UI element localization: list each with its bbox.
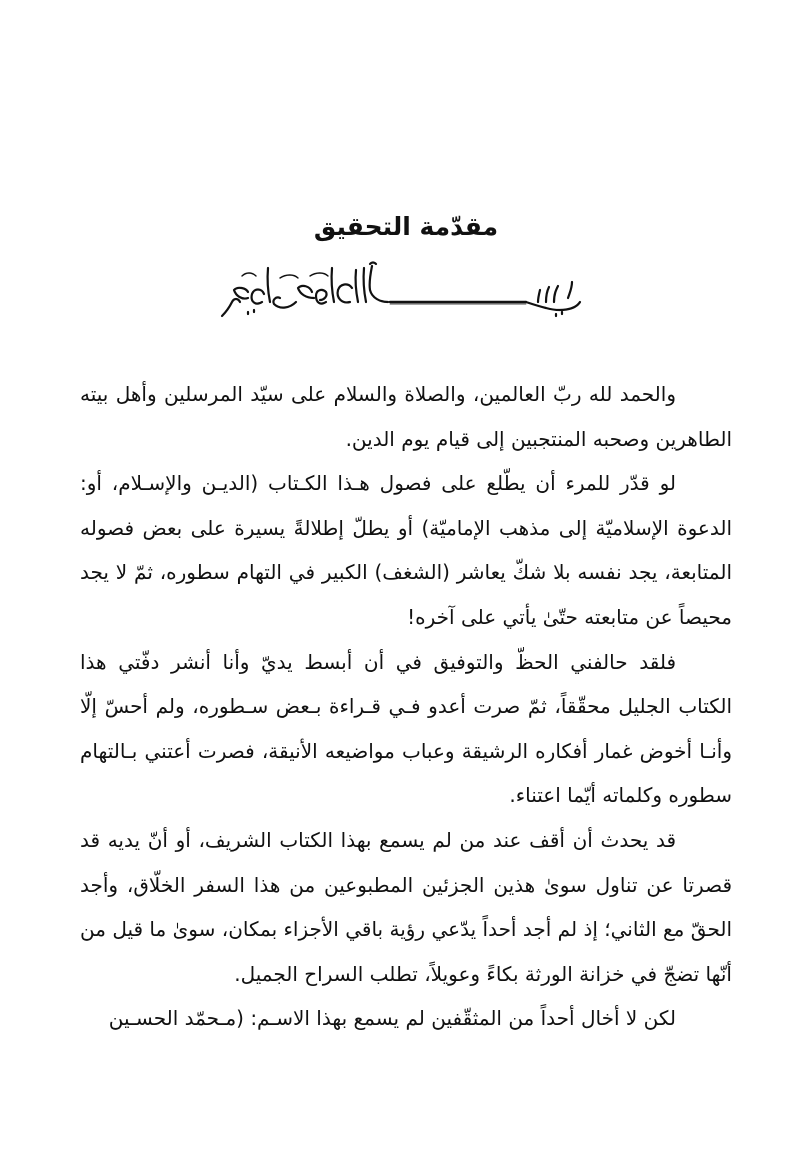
paragraph: قد يحدث أن أقف عند من لم يسمع بهذا الكتاب الشريف، أو أنّ يديه قد قصرتا عن تناول سوىٰ هذين الجزئين المطبوعين من هذا السفر الخلّاق، وأجد الحقّ مع الثاني؛ إذ لم أجد أحداً يدّعي رؤية باقي الأجزاء بمكان، سوىٰ ما قيل من أنّها تضجّ في خزانة الورثة بكاءً وعويلاً، تطلب السراح الجميل.	[80, 827, 732, 986]
paragraph: لو قدّر للمرء أن يطّلع على فصول هـذا الكـتاب (الديـن والإسـلام، أو: الدعوة الإسلاميّة إلى مذهب الإماميّة) أو يطلّ إطلالةً يسيرة على بعض فصوله المتابعة، يجد نفسه بلا شكّ يعاشر (الشغف) الكبير في التهام سطوره، ثمّ لا يجد محيصاً عن متابعته حتّىٰ يأتي على آخره!	[80, 471, 732, 629]
basmala-calligraphy-image	[220, 258, 592, 322]
document-body	[80, 372, 732, 1041]
paragraph: والحمد لله ربّ العالمين، والصلاة والسلام على سيّد المرسلين وأهل بيته الطاهرين وصحبه المنتجبين إلى قيام يوم الدين.	[80, 382, 732, 451]
page-title: مقدّمة التحقيق	[313, 211, 499, 241]
paragraph: لكن لا أخال أحداً من المثقّفين لم يسمع بهذا الاسـم: (مـحمّد الحسـين	[108, 1006, 676, 1031]
paragraph: فلقد حالفني الحظّ والتوفيق في أن أبسط يديّ وأنا أنشر دفّتي هذا الكتاب الجليل محقّقاً، ثمّ صرت أعدو فـي قـراءة بـعض سـطوره، ولم أحسّ إلّا وأنـا أخوض غمار أفكاره الرشيقة وعباب مواضيعه الأنيقة، فصرت أعتني بـالتهام سطوره وكلماته أيّما اعتناء.	[80, 649, 732, 808]
basmala-calligraphy	[220, 258, 592, 322]
